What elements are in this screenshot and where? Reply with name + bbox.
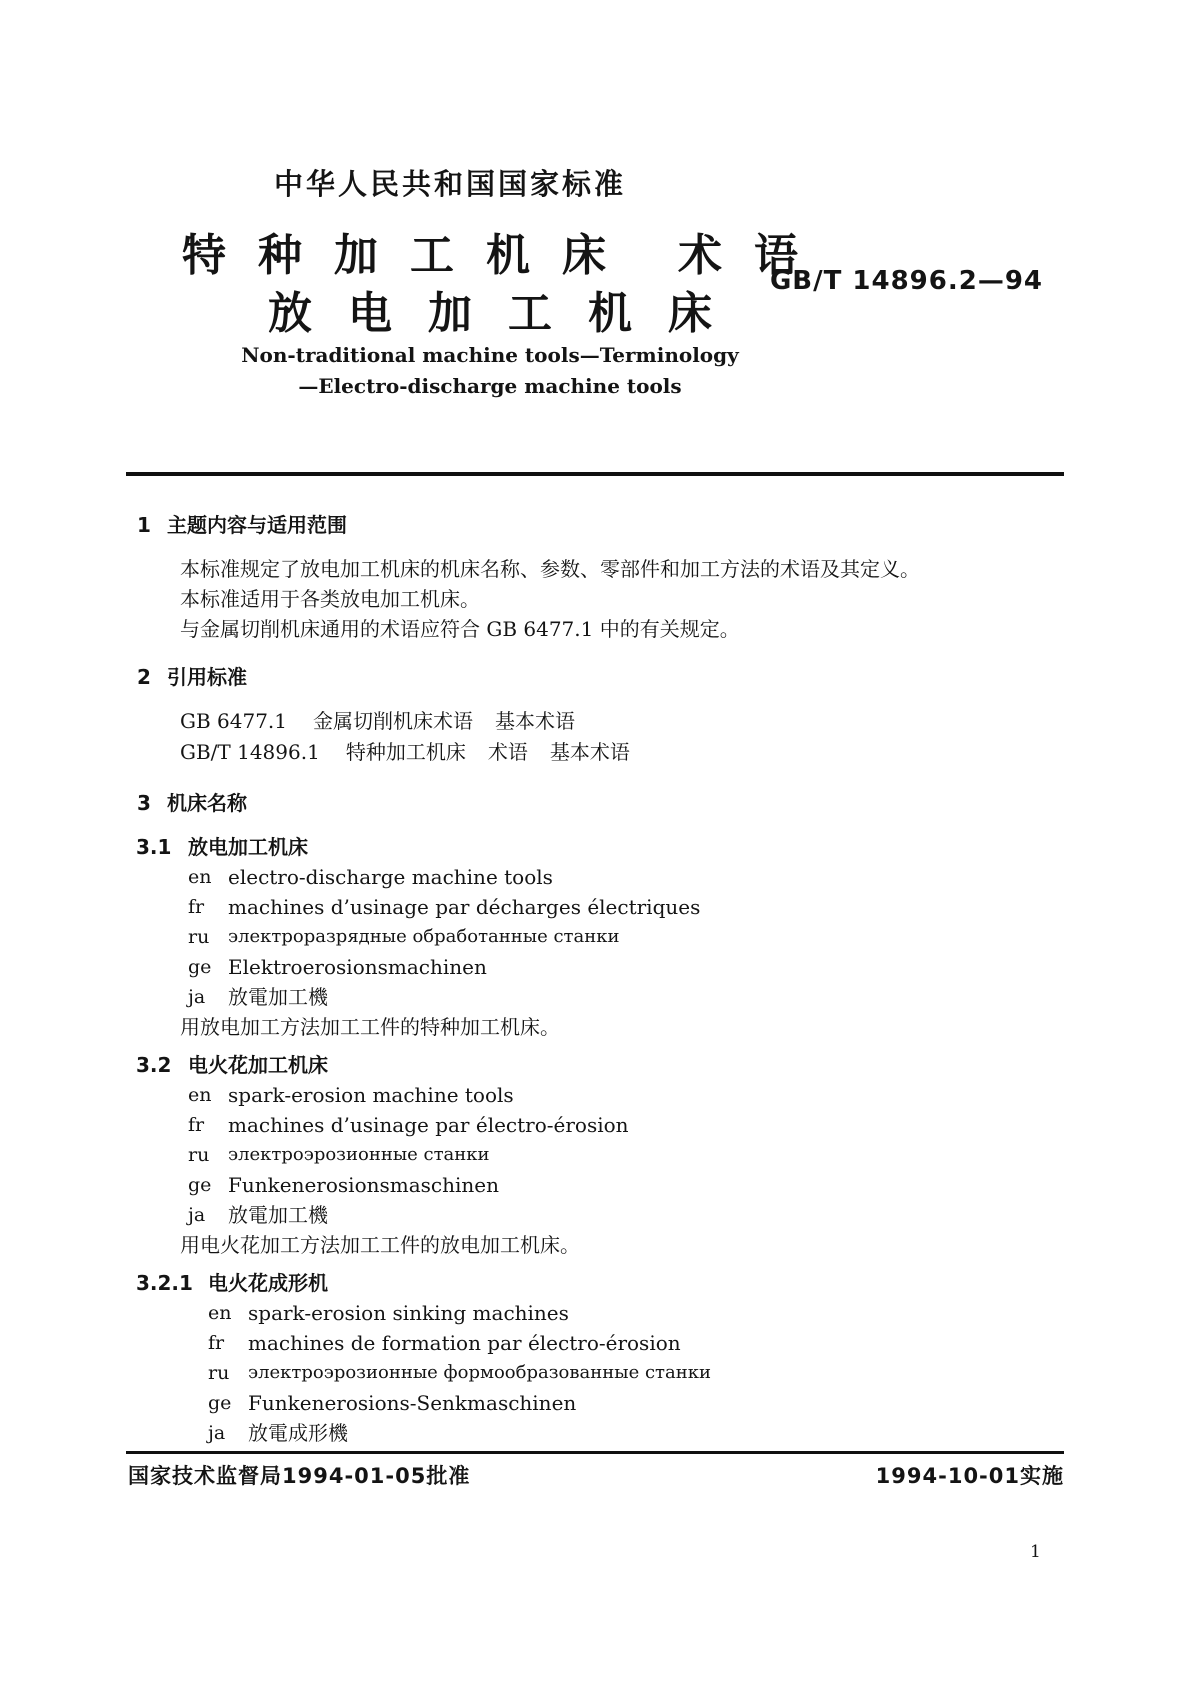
lang-code: ge xyxy=(188,1174,212,1196)
section-number: 2 xyxy=(137,665,151,689)
section-2-heading xyxy=(128,662,1066,692)
reference-code: GB 6477.1 xyxy=(180,709,288,733)
lang-row-en xyxy=(128,1080,1066,1110)
lang-term: machines d’usinage par décharges électriques xyxy=(228,895,701,919)
lang-row-ru xyxy=(128,922,1066,952)
lang-term: Elektroerosionsmachinen xyxy=(228,955,487,979)
lang-code: ru xyxy=(188,926,210,948)
reference-qualifier: 基本术语 xyxy=(495,709,576,733)
paragraph: 本标准规定了放电加工机床的机床名称、参数、零部件和加工方法的术语及其定义。 xyxy=(180,557,920,581)
lang-row-fr xyxy=(128,892,1066,922)
term-number: 3.2 xyxy=(136,1053,172,1077)
paragraph: 本标准适用于各类放电加工机床。 xyxy=(180,587,480,611)
footer-bar xyxy=(128,1460,1064,1490)
lang-row-ja xyxy=(128,1200,1066,1230)
section-3-heading xyxy=(128,788,1066,818)
title-cn-block xyxy=(128,230,852,339)
section-title: 主题内容与适用范围 xyxy=(167,513,347,537)
term-number: 3.1 xyxy=(136,835,172,859)
lang-code: ru xyxy=(208,1362,230,1384)
term-3-2-1-heading xyxy=(128,1268,1066,1298)
approval-notice: 国家技术监督局1994-01-05批准 xyxy=(128,1464,471,1488)
section-title: 机床名称 xyxy=(167,791,247,815)
lang-row-ru xyxy=(128,1358,1066,1388)
footer-rule xyxy=(126,1451,1064,1454)
lang-code: ge xyxy=(188,956,212,978)
lang-term: machines de formation par électro-érosion xyxy=(248,1331,681,1355)
standard-label: 中华人民共和国国家标准 xyxy=(274,167,627,201)
section-number: 3 xyxy=(137,791,151,815)
lang-row-ge xyxy=(128,1170,1066,1200)
lang-code: ge xyxy=(208,1392,232,1414)
lang-term: электроэрозионные формообразованные станки xyxy=(248,1362,711,1383)
page-number: 1 xyxy=(1030,1542,1041,1562)
lang-term: электроэрозионные станки xyxy=(228,1144,490,1165)
lang-row-ja xyxy=(128,982,1066,1012)
lang-term: электроразрядные обработанные станки xyxy=(228,926,620,947)
title-cn-line1 xyxy=(128,230,852,281)
title-en-line1: Non-traditional machine tools—Terminology xyxy=(241,343,739,367)
lang-code: en xyxy=(188,866,212,888)
title-en-line2: —Electro-discharge machine tools xyxy=(298,374,682,398)
lang-row-ge xyxy=(128,1388,1066,1418)
term-3-2-heading xyxy=(128,1050,1066,1080)
title-cn-part1: 特种加工机床 xyxy=(182,230,638,281)
lang-term: Funkenerosionsmaschinen xyxy=(228,1173,499,1197)
lang-row-ru xyxy=(128,1140,1066,1170)
lang-code: ru xyxy=(188,1144,210,1166)
reference-item xyxy=(128,737,1066,768)
document-body xyxy=(128,510,1066,1448)
lang-row-en xyxy=(128,862,1066,892)
reference-name: 特种加工机床 xyxy=(345,740,466,764)
lang-code: fr xyxy=(188,896,205,918)
lang-term: spark-erosion sinking machines xyxy=(248,1301,569,1325)
lang-code: en xyxy=(188,1084,212,1106)
lang-term: Funkenerosions-Senkmaschinen xyxy=(248,1391,577,1415)
lang-row-fr xyxy=(128,1328,1066,1358)
term-title: 放电加工机床 xyxy=(188,835,308,859)
lang-code: fr xyxy=(208,1332,225,1354)
lang-row-ja xyxy=(128,1418,1066,1448)
term-number: 3.2.1 xyxy=(136,1271,193,1295)
title-cn-line2: 放电加工机床 xyxy=(268,288,748,339)
paragraph: 与金属切削机床通用的术语应符合 GB 6477.1 中的有关规定。 xyxy=(180,617,740,641)
section-title: 引用标准 xyxy=(167,665,247,689)
reference-name: 金属切削机床术语 xyxy=(313,709,474,733)
title-en-block xyxy=(128,340,852,402)
lang-term: 放電加工機 xyxy=(228,985,328,1009)
lang-row-fr xyxy=(128,1110,1066,1140)
header-rule xyxy=(126,472,1064,476)
reference-item xyxy=(128,706,1066,737)
reference-qualifier: 术语 xyxy=(487,740,528,764)
lang-row-en xyxy=(128,1298,1066,1328)
title-cn-part2: 术语 xyxy=(678,230,830,281)
lang-term: electro-discharge machine tools xyxy=(228,865,553,889)
reference-code: GB/T 14896.1 xyxy=(180,740,320,764)
lang-code: ja xyxy=(188,1204,206,1226)
term-definition: 用放电加工方法加工工件的特种加工机床。 xyxy=(180,1015,560,1039)
lang-term: 放電成形機 xyxy=(248,1421,348,1445)
term-title: 电火花成形机 xyxy=(208,1271,328,1295)
implementation-notice: 1994-10-01实施 xyxy=(875,1464,1064,1488)
lang-code: fr xyxy=(188,1114,205,1136)
term-definition: 用电火花加工方法加工工件的放电加工机床。 xyxy=(180,1233,580,1257)
lang-term: 放電加工機 xyxy=(228,1203,328,1227)
section-1-heading xyxy=(128,510,1066,540)
lang-term: machines d’usinage par électro-érosion xyxy=(228,1113,629,1137)
reference-qualifier-2: 基本术语 xyxy=(549,740,630,764)
section-number: 1 xyxy=(137,513,151,537)
lang-code: en xyxy=(208,1302,232,1324)
standard-code: GB/T 14896.2—94 xyxy=(769,266,1043,296)
lang-row-ge xyxy=(128,952,1066,982)
lang-code: ja xyxy=(208,1422,226,1444)
lang-code: ja xyxy=(188,986,206,1008)
term-3-1-heading xyxy=(128,832,1066,862)
lang-term: spark-erosion machine tools xyxy=(228,1083,514,1107)
term-title: 电火花加工机床 xyxy=(188,1053,328,1077)
